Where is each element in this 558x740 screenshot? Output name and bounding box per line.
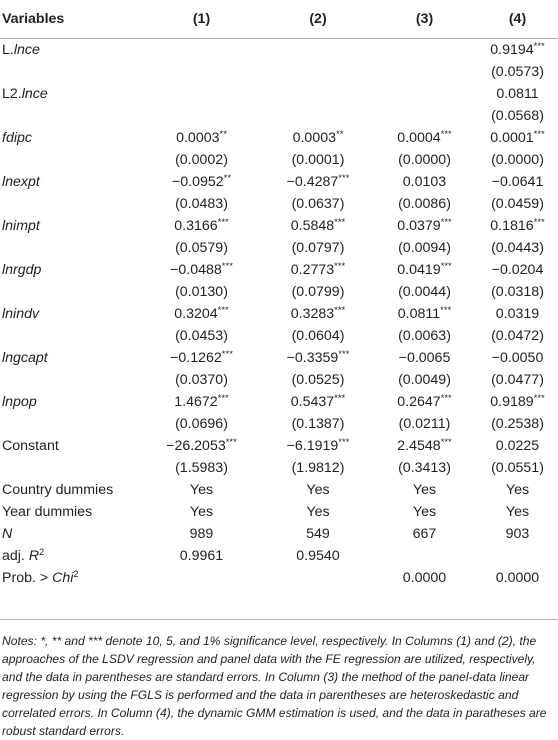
cell-col-2: Yes bbox=[306, 482, 330, 498]
row-label-text: adj. bbox=[2, 548, 29, 564]
cell-col-4: −0.0050 bbox=[491, 350, 544, 366]
cell-col-4: (0.2538) bbox=[491, 416, 544, 432]
cell-col-1: −26.2053*** bbox=[166, 437, 237, 454]
cell-col-3: (0.0211) bbox=[398, 416, 451, 432]
cell-col-3: 0.0419*** bbox=[397, 261, 452, 278]
table-row bbox=[0, 215, 558, 237]
table-bottom-rule bbox=[0, 619, 558, 620]
row-label-text: Year dummies bbox=[2, 504, 93, 520]
table-row bbox=[0, 391, 558, 413]
row-label bbox=[0, 435, 139, 457]
row-label-italic: lnrgdp bbox=[2, 262, 42, 278]
cell-col-1: 0.3204*** bbox=[174, 305, 229, 322]
row-label-text: Prob. > bbox=[2, 570, 53, 586]
cell-col-3 bbox=[372, 61, 477, 83]
cell-col-4: 0.9194*** bbox=[490, 41, 545, 58]
cell-col-2 bbox=[264, 105, 372, 127]
table-notes: Notes: *, ** and *** denote 10, 5, and 1% significance level, respectively. In Columns (1) and (2), the approaches of the LSDV regression and panel data with the FE regression are utilized, respectively, and the data in parentheses are standard errors. In Column (3) the method of the panel-data linear regression by using the FGLS is performed and the data in parentheses are heteroskedastic and correlated errors. In Column (4), the dynamic GMM estimation is used, and the data in paratheses are robust standard errors. bbox=[2, 634, 547, 738]
cell-col-3: (0.0000) bbox=[398, 152, 451, 168]
table-row bbox=[0, 435, 558, 457]
table-row bbox=[0, 105, 558, 127]
cell-col-4: (0.0000) bbox=[491, 152, 544, 168]
cell-col-1: 989 bbox=[189, 526, 214, 542]
cell-col-4: 0.1816*** bbox=[490, 217, 545, 234]
row-label bbox=[0, 347, 139, 369]
row-label-italic: lnindv bbox=[2, 306, 40, 322]
row-label bbox=[0, 237, 139, 259]
row-label-text: L2. bbox=[2, 86, 22, 102]
row-label bbox=[0, 523, 139, 545]
table-row bbox=[0, 127, 558, 149]
cell-col-3 bbox=[372, 545, 477, 567]
cell-col-4: 903 bbox=[505, 526, 530, 542]
cell-col-4: Yes bbox=[505, 504, 530, 520]
row-label bbox=[0, 325, 139, 347]
cell-col-2: 0.3283*** bbox=[290, 305, 346, 322]
cell-col-1 bbox=[139, 83, 264, 105]
table-row bbox=[0, 303, 558, 325]
cell-col-1 bbox=[139, 39, 264, 62]
cell-col-2 bbox=[264, 61, 372, 83]
cell-col-1 bbox=[139, 567, 264, 589]
cell-col-2: −0.4287*** bbox=[286, 173, 350, 190]
table-body bbox=[0, 39, 558, 590]
row-label bbox=[0, 171, 139, 193]
table-row bbox=[0, 479, 558, 501]
cell-col-1: (0.0002) bbox=[175, 152, 228, 168]
row-label-text: Country dummies bbox=[2, 482, 114, 498]
cell-col-3: 667 bbox=[412, 526, 437, 542]
table-row bbox=[0, 193, 558, 215]
cell-col-4: 0.9189*** bbox=[490, 393, 545, 410]
row-label-italic: lngcapt bbox=[2, 350, 48, 366]
row-label bbox=[0, 545, 139, 567]
cell-col-4: 0.0811 bbox=[496, 86, 539, 102]
table-row bbox=[0, 39, 558, 62]
cell-col-3: 2.4548*** bbox=[397, 437, 452, 454]
cell-col-2: (0.0604) bbox=[291, 328, 345, 344]
table-row bbox=[0, 149, 558, 171]
cell-col-3: 0.0000 bbox=[402, 570, 447, 586]
cell-col-1: (0.0130) bbox=[175, 284, 228, 300]
cell-col-1 bbox=[139, 105, 264, 127]
cell-col-2: −6.1919*** bbox=[286, 437, 350, 454]
cell-col-4: (0.0443) bbox=[491, 240, 544, 256]
row-label-italic: lnexpt bbox=[2, 174, 40, 190]
table-row bbox=[0, 545, 558, 567]
cell-col-1: Yes bbox=[189, 504, 214, 520]
cell-col-2 bbox=[264, 39, 372, 62]
cell-col-3: −0.0065 bbox=[398, 350, 451, 366]
cell-col-4: 0.0001*** bbox=[490, 129, 545, 146]
table-row bbox=[0, 61, 558, 83]
cell-col-2: (0.1387) bbox=[291, 416, 345, 432]
cell-col-1: 1.4672*** bbox=[174, 393, 229, 410]
row-label-superscript: 2 bbox=[73, 569, 79, 579]
cell-col-3: (0.0094) bbox=[398, 240, 451, 256]
cell-col-2: 0.5848*** bbox=[290, 217, 346, 234]
row-label-italic: N bbox=[2, 526, 13, 542]
row-label-superscript: 2 bbox=[39, 547, 45, 557]
cell-col-3 bbox=[372, 39, 477, 62]
cell-col-1: 0.9961 bbox=[179, 548, 224, 564]
table-row bbox=[0, 259, 558, 281]
cell-col-3: (0.0044) bbox=[398, 284, 451, 300]
cell-col-2 bbox=[264, 567, 372, 589]
cell-col-3: Yes bbox=[412, 482, 437, 498]
cell-col-3: 0.0004*** bbox=[397, 129, 452, 146]
row-label-text: L. bbox=[2, 42, 14, 58]
cell-col-2: 0.5437*** bbox=[290, 393, 346, 410]
cell-col-1: −0.0952** bbox=[171, 173, 232, 190]
row-label bbox=[0, 281, 139, 303]
cell-col-4: 0.0225 bbox=[495, 438, 540, 454]
cell-col-3: 0.0379*** bbox=[397, 217, 452, 234]
table-row bbox=[0, 413, 558, 435]
cell-col-4: (0.0568) bbox=[491, 108, 544, 124]
row-label bbox=[0, 501, 139, 523]
cell-col-1: (0.0453) bbox=[175, 328, 228, 344]
cell-col-2: (0.0637) bbox=[291, 196, 345, 212]
row-label-italic: Chi bbox=[52, 570, 74, 586]
header-col-2: (2) bbox=[264, 0, 372, 39]
cell-col-2: (0.0797) bbox=[291, 240, 345, 256]
cell-col-3: 0.0103 bbox=[402, 174, 447, 190]
row-label bbox=[0, 369, 139, 391]
cell-col-1 bbox=[139, 61, 264, 83]
cell-col-3: 0.2647*** bbox=[397, 393, 452, 410]
cell-col-2: Yes bbox=[306, 504, 330, 520]
cell-col-2: 0.2773*** bbox=[290, 261, 346, 278]
header-col-4: (4) bbox=[477, 0, 558, 39]
cell-col-1: (0.0370) bbox=[175, 372, 228, 388]
row-label bbox=[0, 259, 139, 281]
cell-col-4: −0.0641 bbox=[491, 174, 544, 190]
cell-col-2: 549 bbox=[306, 526, 330, 542]
table-row bbox=[0, 501, 558, 523]
cell-col-3 bbox=[372, 105, 477, 127]
table-row bbox=[0, 347, 558, 369]
cell-col-4: (0.0477) bbox=[491, 372, 544, 388]
table-row bbox=[0, 83, 558, 105]
cell-col-3: (0.0063) bbox=[398, 328, 451, 344]
cell-col-2: (0.0001) bbox=[291, 152, 345, 168]
row-label bbox=[0, 61, 139, 83]
table-row bbox=[0, 567, 558, 589]
cell-col-4: Yes bbox=[505, 482, 530, 498]
row-label-italic: lnce bbox=[13, 42, 40, 58]
table-row bbox=[0, 325, 558, 347]
row-label bbox=[0, 149, 139, 171]
row-label-text: Constant bbox=[2, 438, 59, 454]
cell-col-3: (0.3413) bbox=[398, 460, 451, 476]
cell-col-4: 0.0319 bbox=[495, 306, 540, 322]
cell-col-1: 0.0003** bbox=[176, 129, 227, 146]
cell-col-2: −0.3359*** bbox=[286, 349, 350, 366]
table-row bbox=[0, 237, 558, 259]
cell-col-4 bbox=[477, 545, 558, 567]
header-col-1: (1) bbox=[139, 0, 264, 39]
cell-col-4: −0.0204 bbox=[491, 262, 544, 278]
cell-col-1: Yes bbox=[189, 482, 214, 498]
cell-col-3: 0.0811*** bbox=[397, 305, 452, 322]
cell-col-1: 0.3166*** bbox=[174, 217, 229, 234]
cell-col-1: −0.0488*** bbox=[170, 261, 233, 278]
cell-col-1: (0.0696) bbox=[175, 416, 228, 432]
cell-col-3: (0.0049) bbox=[398, 372, 451, 388]
cell-col-2 bbox=[264, 83, 372, 105]
cell-col-4: 0.0000 bbox=[495, 570, 540, 586]
cell-col-2: 0.0003** bbox=[292, 129, 344, 146]
row-label bbox=[0, 413, 139, 435]
cell-col-3: (0.0086) bbox=[398, 196, 451, 212]
row-label bbox=[0, 479, 139, 501]
cell-col-4: (0.0318) bbox=[491, 284, 544, 300]
row-label-italic: lnimpt bbox=[2, 218, 40, 234]
header-row bbox=[0, 0, 558, 39]
cell-col-1: (0.0483) bbox=[175, 196, 228, 212]
cell-col-1: (0.0579) bbox=[175, 240, 228, 256]
row-label bbox=[0, 457, 139, 479]
row-label bbox=[0, 193, 139, 215]
header-variables: Variables bbox=[0, 0, 139, 39]
table-row bbox=[0, 457, 558, 479]
row-label bbox=[0, 303, 139, 325]
cell-col-4: (0.0459) bbox=[491, 196, 544, 212]
row-label-italic: lnpop bbox=[2, 394, 37, 410]
row-label bbox=[0, 105, 139, 127]
row-label bbox=[0, 127, 139, 149]
table-row bbox=[0, 171, 558, 193]
table-row bbox=[0, 369, 558, 391]
row-label-italic: fdipc bbox=[2, 130, 32, 146]
table-row bbox=[0, 523, 558, 545]
row-label-italic: lnce bbox=[21, 86, 48, 102]
row-label bbox=[0, 391, 139, 413]
cell-col-2: (0.0525) bbox=[291, 372, 345, 388]
header-col-3: (3) bbox=[372, 0, 477, 39]
cell-col-2: (0.0799) bbox=[291, 284, 345, 300]
cell-col-3: Yes bbox=[412, 504, 437, 520]
row-label bbox=[0, 215, 139, 237]
cell-col-2: 0.9540 bbox=[296, 548, 340, 564]
row-label bbox=[0, 39, 139, 62]
cell-col-2: (1.9812) bbox=[291, 460, 345, 476]
row-label-italic: R bbox=[28, 548, 40, 564]
table-row bbox=[0, 281, 558, 303]
cell-col-4: (0.0551) bbox=[491, 460, 544, 476]
row-label bbox=[0, 567, 139, 589]
cell-col-4: (0.0573) bbox=[491, 64, 544, 80]
cell-col-3 bbox=[372, 83, 477, 105]
cell-col-4: (0.0472) bbox=[491, 328, 544, 344]
row-label bbox=[0, 83, 139, 105]
cell-col-1: −0.1262*** bbox=[170, 349, 233, 366]
cell-col-1: (1.5983) bbox=[175, 460, 228, 476]
